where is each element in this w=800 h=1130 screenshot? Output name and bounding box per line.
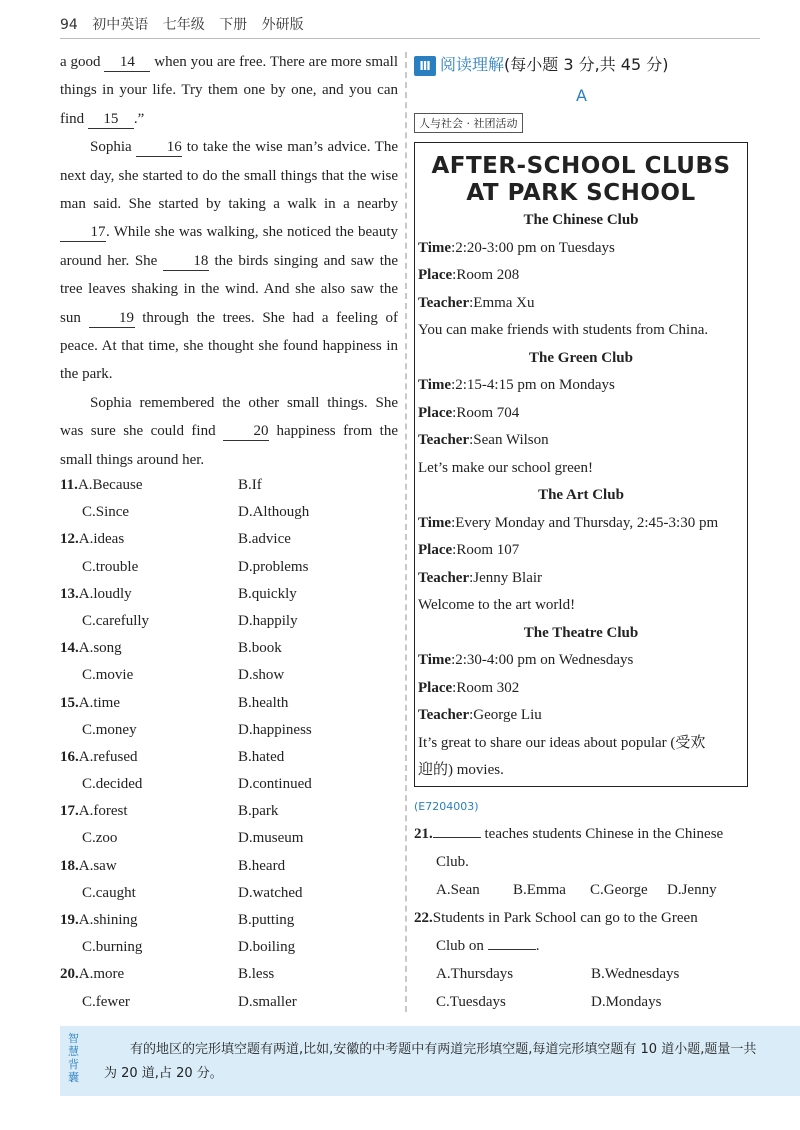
tip-tab: 智慧背囊 [68, 1032, 79, 1084]
cloze-question: 11.A.Because B.If [60, 477, 262, 493]
club-note: You can make friends with students from China. [418, 322, 709, 338]
cloze-question-row2: C.money D.happiness [82, 721, 312, 738]
club-entry [415, 620, 747, 785]
part-label: A [576, 86, 587, 105]
club-place: Place:Room 704 [418, 404, 520, 421]
passage-paragraph-1: a good 14 when you are free. There are more small things in your life. Try them one by one, and you can find 15 .” [60, 54, 399, 127]
grade: 七年级 [162, 17, 205, 33]
cloze-question-row2: C.zoo D.museum [82, 830, 304, 847]
blank-14: 14 [104, 53, 150, 72]
page-header [60, 14, 314, 34]
question-21: 21. teaches students Chinese in the Chinese [414, 826, 724, 842]
notice-title: AFTER-SCHOOL CLUBS AT PARK SCHOOL [431, 153, 731, 206]
cloze-question: 19.A.shining B.putting [60, 912, 295, 928]
cloze-question: 14.A.song B.book [60, 640, 282, 657]
cloze-question: 16.A.refused B.hated [60, 748, 285, 765]
volume: 下册 [219, 17, 248, 33]
cloze-question-row2: C.decided D.continued [82, 776, 312, 793]
club-name: The Chinese Club [523, 212, 639, 228]
club-entry [415, 345, 747, 483]
club-time: Time:2:30-4:00 pm on Wednesdays [418, 652, 634, 668]
club-teacher: Teacher:Sean Wilson [418, 432, 549, 448]
section-hint: (每小题 3 分,共 45 分) [504, 55, 669, 74]
blank-19: 19 [89, 309, 135, 328]
section-number: Ⅲ [414, 56, 436, 76]
club-time: Time:2:20-3:00 pm on Tuesdays [418, 239, 615, 256]
blank-18: 18 [163, 252, 209, 271]
club-teacher: Teacher:Emma Xu [418, 294, 535, 311]
cloze-question-row2: C.trouble D.problems [82, 558, 309, 575]
blank-17: 17 [60, 223, 106, 242]
cloze-question-row2: C.caught D.watched [82, 884, 303, 901]
club-place: Place:Room 107 [418, 542, 520, 558]
cloze-question: 15.A.time B.health [60, 694, 289, 711]
club-name: The Art Club [538, 487, 624, 503]
club-entry [415, 207, 747, 345]
column-divider [405, 52, 407, 1012]
question-22-options: A.Thursdays B.Wednesdays [436, 966, 680, 982]
cloze-passage [60, 48, 398, 474]
blank-20: 20 [223, 422, 269, 441]
club-name: The Theatre Club [523, 624, 639, 641]
answer-blank [488, 949, 536, 950]
cloze-question-row2: C.movie D.show [82, 667, 285, 684]
section-title: Ⅲ 阅读理解(每小题 3 分,共 45 分) [414, 52, 668, 76]
club-note: Welcome to the art world! [418, 597, 576, 613]
topic-tag: 人与社会 · 社团活动 [414, 113, 523, 133]
tip-box [60, 1026, 800, 1096]
cloze-question: 12.A.ideas B.advice [60, 531, 291, 548]
club-entry [415, 482, 747, 620]
cloze-question-row2: C.burning D.boiling [82, 939, 296, 956]
club-list [415, 207, 747, 785]
club-teacher: Teacher:George Liu [418, 707, 542, 723]
subject: 初中英语 [92, 17, 149, 33]
cloze-options [60, 472, 400, 1016]
question-21-options: A.Sean B.Emma C.George D.Jenny [436, 882, 717, 898]
cloze-question-row2: C.carefully D.happily [82, 612, 298, 629]
club-time: Time:Every Monday and Thursday, 2:45-3:30 pm [418, 514, 719, 531]
item-code: (E7204003) [414, 800, 479, 813]
header-rule [60, 38, 760, 39]
cloze-question: 18.A.saw B.heard [60, 857, 286, 874]
edition: 外研版 [261, 17, 304, 33]
club-place: Place:Room 302 [418, 679, 520, 696]
blank-15: 15 [88, 110, 134, 129]
cloze-question: 17.A.forest B.park [60, 803, 279, 820]
cloze-question-row2: C.Since D.Although [82, 504, 310, 521]
cloze-question: 13.A.loudly B.quickly [60, 585, 297, 602]
club-note-cont: 迎的) movies. [418, 762, 504, 778]
page-number: 94 [60, 17, 78, 33]
club-notice-box [414, 142, 748, 787]
question-22: 22.Students in Park School can go to the Green [414, 910, 698, 926]
club-place: Place:Room 208 [418, 267, 520, 283]
passage-paragraph-2: Sophia 16 to take the wise man’s advice. The next day, she started to do the small things that the wise man said. She started by taking a walk in a nearby 17. While she was walking, she noticed the beauty around her. She 18 the birds singing and saw the tree leaves shaking in the wind. And she also saw the sun 19 through the trees. She had a feeling of peace. At that time, she thought she found happiness in the park. [60, 139, 399, 383]
cloze-question-row2: C.fewer D.smaller [82, 993, 297, 1010]
club-note: Let’s make our school green! [418, 459, 593, 476]
answer-blank [433, 837, 481, 838]
passage-paragraph-3: Sophia remembered the other small things. She was sure she could find 20 happiness from the small things around her. [60, 394, 399, 468]
club-name: The Green Club [529, 349, 633, 366]
club-note: It’s great to share our ideas about popular (受欢 [418, 734, 706, 751]
cloze-question: 20.A.more B.less [60, 966, 275, 983]
tip-text: 有的地区的完形填空题有两道,比如,安徽的中考题中有两道完形填空题,每道完形填空题有 10 道小题,题量一共为 20 道,占 20 分。 [104, 1042, 757, 1081]
club-time: Time:2:15-4:15 pm on Mondays [418, 377, 615, 393]
reading-questions: 21. teaches students Chinese in the Chinese Club. A.Sean B.Emma C.George D.Jenny 22.Students in Park School can go to the Green Club on . A.Thursdays B.Wednesdays C.Tuesdays D.Mondays [414, 820, 750, 1016]
blank-16: 16 [136, 138, 182, 157]
club-teacher: Teacher:Jenny Blair [418, 569, 543, 586]
